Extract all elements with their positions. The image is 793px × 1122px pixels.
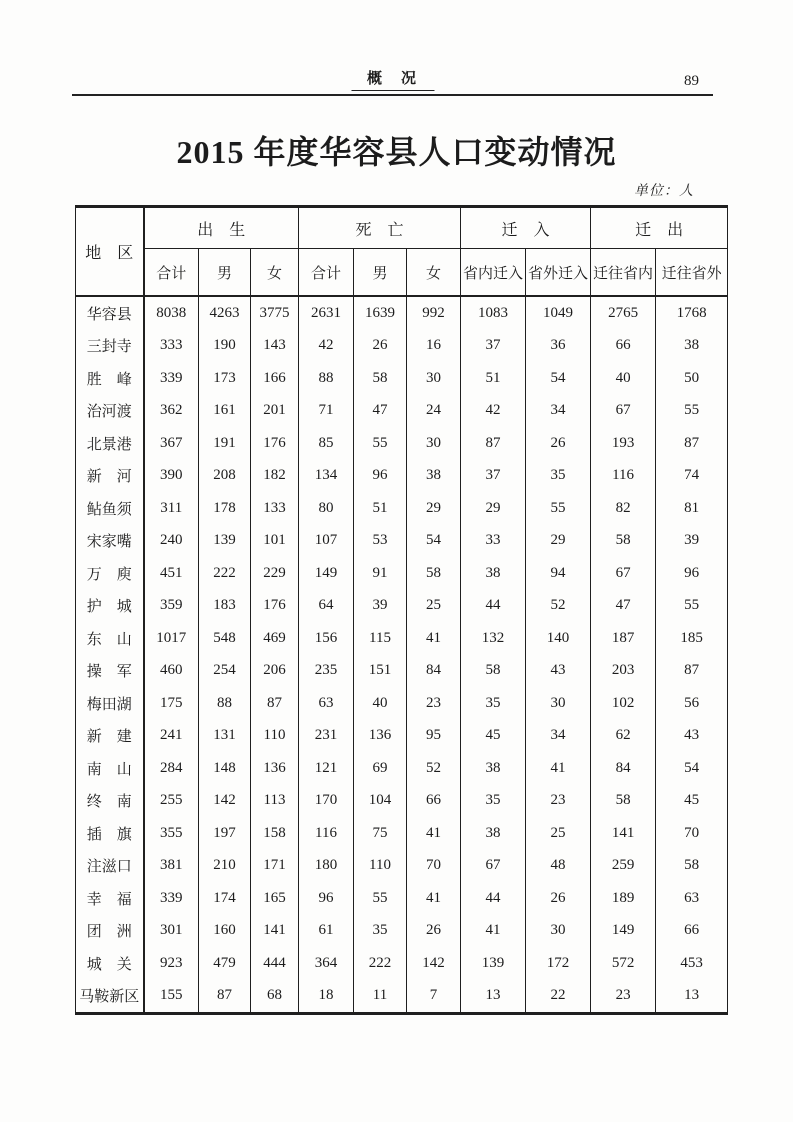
value-cell: 548 bbox=[199, 622, 251, 655]
table-row bbox=[76, 882, 728, 915]
value-cell: 55 bbox=[526, 492, 591, 525]
sub-header-out-external: 迁往省外 bbox=[656, 249, 728, 297]
value-cell: 26 bbox=[526, 427, 591, 460]
value-cell: 139 bbox=[461, 947, 526, 980]
value-cell: 30 bbox=[526, 915, 591, 948]
value-cell: 66 bbox=[407, 785, 461, 818]
value-cell: 451 bbox=[144, 557, 199, 590]
value-cell: 41 bbox=[461, 915, 526, 948]
value-cell: 36 bbox=[526, 330, 591, 363]
value-cell: 101 bbox=[251, 525, 299, 558]
table-row bbox=[76, 362, 728, 395]
value-cell: 165 bbox=[251, 882, 299, 915]
value-cell: 55 bbox=[656, 395, 728, 428]
page-number: 89 bbox=[684, 73, 699, 89]
value-cell: 25 bbox=[526, 817, 591, 850]
value-cell: 362 bbox=[144, 395, 199, 428]
region-cell: 宋家嘴 bbox=[86, 534, 132, 551]
value-cell: 339 bbox=[144, 882, 199, 915]
value-cell: 4263 bbox=[199, 296, 251, 330]
value-cell: 301 bbox=[144, 915, 199, 948]
value-cell: 2631 bbox=[299, 296, 354, 330]
value-cell: 35 bbox=[354, 915, 407, 948]
value-cell: 367 bbox=[144, 427, 199, 460]
value-cell: 85 bbox=[299, 427, 354, 460]
value-cell: 38 bbox=[461, 817, 526, 850]
value-cell: 63 bbox=[299, 687, 354, 720]
value-cell: 1017 bbox=[144, 622, 199, 655]
region-cell: 华容县 bbox=[86, 306, 132, 323]
value-cell: 34 bbox=[526, 395, 591, 428]
value-cell: 104 bbox=[354, 785, 407, 818]
value-cell: 444 bbox=[251, 947, 299, 980]
value-cell: 33 bbox=[461, 525, 526, 558]
value-cell: 1768 bbox=[656, 296, 728, 330]
region-cell: 胜 峰 bbox=[86, 371, 132, 388]
value-cell: 182 bbox=[251, 460, 299, 493]
value-cell: 173 bbox=[199, 362, 251, 395]
value-cell: 13 bbox=[656, 980, 728, 1014]
value-cell: 87 bbox=[251, 687, 299, 720]
value-cell: 37 bbox=[461, 460, 526, 493]
value-cell: 96 bbox=[299, 882, 354, 915]
region-cell: 新 建 bbox=[86, 729, 132, 746]
value-cell: 158 bbox=[251, 817, 299, 850]
value-cell: 96 bbox=[354, 460, 407, 493]
value-cell: 52 bbox=[407, 752, 461, 785]
region-cell: 南 山 bbox=[86, 761, 132, 778]
value-cell: 116 bbox=[299, 817, 354, 850]
value-cell: 43 bbox=[656, 720, 728, 753]
value-cell: 42 bbox=[299, 330, 354, 363]
value-cell: 201 bbox=[251, 395, 299, 428]
table-row bbox=[76, 752, 728, 785]
value-cell: 151 bbox=[354, 655, 407, 688]
value-cell: 39 bbox=[656, 525, 728, 558]
table-row bbox=[76, 590, 728, 623]
page-title: 2015 年度华容县人口变动情况 bbox=[176, 134, 617, 170]
value-cell: 210 bbox=[199, 850, 251, 883]
table-row bbox=[76, 785, 728, 818]
value-cell: 190 bbox=[199, 330, 251, 363]
region-cell: 东 山 bbox=[86, 631, 132, 648]
value-cell: 18 bbox=[299, 980, 354, 1014]
value-cell: 80 bbox=[299, 492, 354, 525]
value-cell: 54 bbox=[656, 752, 728, 785]
value-cell: 197 bbox=[199, 817, 251, 850]
value-cell: 38 bbox=[461, 752, 526, 785]
region-cell: 注滋口 bbox=[86, 859, 132, 876]
value-cell: 44 bbox=[461, 590, 526, 623]
value-cell: 141 bbox=[251, 915, 299, 948]
group-header-inmigration: 迁 入 bbox=[461, 207, 591, 249]
value-cell: 62 bbox=[591, 720, 656, 753]
value-cell: 95 bbox=[407, 720, 461, 753]
table-row bbox=[76, 460, 728, 493]
value-cell: 29 bbox=[407, 492, 461, 525]
region-cell: 护 城 bbox=[86, 599, 132, 616]
value-cell: 136 bbox=[251, 752, 299, 785]
table-row bbox=[76, 817, 728, 850]
sub-header-out-province: 迁往省内 bbox=[591, 249, 656, 297]
table-row bbox=[76, 525, 728, 558]
value-cell: 48 bbox=[526, 850, 591, 883]
value-cell: 53 bbox=[354, 525, 407, 558]
region-cell: 鲇鱼须 bbox=[86, 501, 132, 518]
value-cell: 30 bbox=[407, 427, 461, 460]
table-row bbox=[76, 687, 728, 720]
value-cell: 38 bbox=[407, 460, 461, 493]
value-cell: 23 bbox=[526, 785, 591, 818]
running-head-rule bbox=[72, 94, 713, 97]
value-cell: 160 bbox=[199, 915, 251, 948]
group-header-birth: 出 生 bbox=[144, 207, 299, 249]
value-cell: 82 bbox=[591, 492, 656, 525]
table-row bbox=[76, 296, 728, 330]
value-cell: 51 bbox=[354, 492, 407, 525]
value-cell: 87 bbox=[199, 980, 251, 1014]
table-row bbox=[76, 947, 728, 980]
value-cell: 87 bbox=[461, 427, 526, 460]
value-cell: 66 bbox=[656, 915, 728, 948]
value-cell: 26 bbox=[354, 330, 407, 363]
region-cell: 终 南 bbox=[86, 794, 132, 811]
table-row bbox=[76, 915, 728, 948]
value-cell: 23 bbox=[407, 687, 461, 720]
value-cell: 180 bbox=[299, 850, 354, 883]
sub-header-in-province: 省内迁入 bbox=[461, 249, 526, 297]
table-row bbox=[76, 980, 728, 1014]
value-cell: 116 bbox=[591, 460, 656, 493]
value-cell: 183 bbox=[199, 590, 251, 623]
value-cell: 16 bbox=[407, 330, 461, 363]
value-cell: 39 bbox=[354, 590, 407, 623]
value-cell: 41 bbox=[407, 882, 461, 915]
value-cell: 460 bbox=[144, 655, 199, 688]
value-cell: 107 bbox=[299, 525, 354, 558]
value-cell: 133 bbox=[251, 492, 299, 525]
value-cell: 51 bbox=[461, 362, 526, 395]
value-cell: 54 bbox=[526, 362, 591, 395]
table-row bbox=[76, 395, 728, 428]
value-cell: 13 bbox=[461, 980, 526, 1014]
sub-header-birth-total: 合计 bbox=[144, 249, 199, 297]
value-cell: 41 bbox=[407, 622, 461, 655]
value-cell: 67 bbox=[591, 395, 656, 428]
value-cell: 206 bbox=[251, 655, 299, 688]
region-cell: 新 河 bbox=[86, 469, 132, 486]
running-head-title: 概 况 bbox=[351, 67, 434, 91]
value-cell: 148 bbox=[199, 752, 251, 785]
value-cell: 7 bbox=[407, 980, 461, 1014]
value-cell: 132 bbox=[461, 622, 526, 655]
group-header-outmigration: 迁 出 bbox=[591, 207, 728, 249]
value-cell: 208 bbox=[199, 460, 251, 493]
table-row bbox=[76, 720, 728, 753]
value-cell: 131 bbox=[199, 720, 251, 753]
value-cell: 469 bbox=[251, 622, 299, 655]
value-cell: 364 bbox=[299, 947, 354, 980]
region-cell: 插 旗 bbox=[86, 826, 132, 843]
table-row bbox=[76, 655, 728, 688]
running-head bbox=[72, 68, 713, 96]
value-cell: 176 bbox=[251, 427, 299, 460]
value-cell: 333 bbox=[144, 330, 199, 363]
region-cell: 马鞍新区 bbox=[79, 989, 140, 1006]
value-cell: 359 bbox=[144, 590, 199, 623]
value-cell: 390 bbox=[144, 460, 199, 493]
header-group-row bbox=[76, 207, 728, 249]
value-cell: 94 bbox=[526, 557, 591, 590]
value-cell: 64 bbox=[299, 590, 354, 623]
sub-header-death-total: 合计 bbox=[299, 249, 354, 297]
region-cell: 幸 福 bbox=[86, 891, 132, 908]
value-cell: 3775 bbox=[251, 296, 299, 330]
value-cell: 91 bbox=[354, 557, 407, 590]
sub-header-death-male: 男 bbox=[354, 249, 407, 297]
value-cell: 156 bbox=[299, 622, 354, 655]
value-cell: 141 bbox=[591, 817, 656, 850]
value-cell: 992 bbox=[407, 296, 461, 330]
value-cell: 45 bbox=[656, 785, 728, 818]
value-cell: 115 bbox=[354, 622, 407, 655]
value-cell: 84 bbox=[407, 655, 461, 688]
value-cell: 30 bbox=[407, 362, 461, 395]
value-cell: 34 bbox=[526, 720, 591, 753]
value-cell: 56 bbox=[656, 687, 728, 720]
value-cell: 155 bbox=[144, 980, 199, 1014]
value-cell: 259 bbox=[591, 850, 656, 883]
header-sub-row bbox=[76, 249, 728, 297]
value-cell: 191 bbox=[199, 427, 251, 460]
value-cell: 58 bbox=[461, 655, 526, 688]
value-cell: 140 bbox=[526, 622, 591, 655]
region-cell: 团 洲 bbox=[86, 924, 132, 941]
table-row bbox=[76, 492, 728, 525]
value-cell: 58 bbox=[354, 362, 407, 395]
value-cell: 1083 bbox=[461, 296, 526, 330]
value-cell: 35 bbox=[461, 687, 526, 720]
value-cell: 71 bbox=[299, 395, 354, 428]
value-cell: 136 bbox=[354, 720, 407, 753]
value-cell: 87 bbox=[656, 655, 728, 688]
value-cell: 149 bbox=[299, 557, 354, 590]
value-cell: 235 bbox=[299, 655, 354, 688]
value-cell: 63 bbox=[656, 882, 728, 915]
value-cell: 38 bbox=[461, 557, 526, 590]
value-cell: 40 bbox=[354, 687, 407, 720]
value-cell: 110 bbox=[251, 720, 299, 753]
value-cell: 44 bbox=[461, 882, 526, 915]
value-cell: 339 bbox=[144, 362, 199, 395]
value-cell: 55 bbox=[656, 590, 728, 623]
value-cell: 69 bbox=[354, 752, 407, 785]
region-cell: 万 庾 bbox=[86, 566, 132, 583]
table-row bbox=[76, 557, 728, 590]
value-cell: 67 bbox=[461, 850, 526, 883]
value-cell: 254 bbox=[199, 655, 251, 688]
value-cell: 42 bbox=[461, 395, 526, 428]
value-cell: 134 bbox=[299, 460, 354, 493]
value-cell: 67 bbox=[591, 557, 656, 590]
table-row bbox=[76, 330, 728, 363]
value-cell: 43 bbox=[526, 655, 591, 688]
value-cell: 58 bbox=[591, 525, 656, 558]
value-cell: 47 bbox=[591, 590, 656, 623]
value-cell: 58 bbox=[591, 785, 656, 818]
value-cell: 229 bbox=[251, 557, 299, 590]
sub-header-birth-female: 女 bbox=[251, 249, 299, 297]
sub-header-death-female: 女 bbox=[407, 249, 461, 297]
value-cell: 68 bbox=[251, 980, 299, 1014]
value-cell: 166 bbox=[251, 362, 299, 395]
value-cell: 35 bbox=[526, 460, 591, 493]
value-cell: 174 bbox=[199, 882, 251, 915]
value-cell: 139 bbox=[199, 525, 251, 558]
value-cell: 142 bbox=[199, 785, 251, 818]
value-cell: 41 bbox=[407, 817, 461, 850]
value-cell: 222 bbox=[199, 557, 251, 590]
value-cell: 58 bbox=[656, 850, 728, 883]
value-cell: 29 bbox=[461, 492, 526, 525]
region-cell: 治河渡 bbox=[86, 404, 132, 421]
value-cell: 110 bbox=[354, 850, 407, 883]
value-cell: 61 bbox=[299, 915, 354, 948]
value-cell: 284 bbox=[144, 752, 199, 785]
table-header bbox=[76, 207, 728, 297]
population-table bbox=[75, 205, 728, 1015]
value-cell: 231 bbox=[299, 720, 354, 753]
value-cell: 47 bbox=[354, 395, 407, 428]
value-cell: 24 bbox=[407, 395, 461, 428]
table-row bbox=[76, 850, 728, 883]
region-cell: 三封寺 bbox=[86, 339, 132, 356]
value-cell: 25 bbox=[407, 590, 461, 623]
value-cell: 45 bbox=[461, 720, 526, 753]
value-cell: 1049 bbox=[526, 296, 591, 330]
value-cell: 193 bbox=[591, 427, 656, 460]
value-cell: 453 bbox=[656, 947, 728, 980]
value-cell: 311 bbox=[144, 492, 199, 525]
value-cell: 66 bbox=[591, 330, 656, 363]
table-body bbox=[76, 296, 728, 1014]
value-cell: 102 bbox=[591, 687, 656, 720]
region-cell: 城 关 bbox=[86, 956, 132, 973]
value-cell: 187 bbox=[591, 622, 656, 655]
value-cell: 241 bbox=[144, 720, 199, 753]
table-row bbox=[76, 622, 728, 655]
value-cell: 70 bbox=[656, 817, 728, 850]
value-cell: 52 bbox=[526, 590, 591, 623]
value-cell: 222 bbox=[354, 947, 407, 980]
value-cell: 176 bbox=[251, 590, 299, 623]
value-cell: 75 bbox=[354, 817, 407, 850]
value-cell: 172 bbox=[526, 947, 591, 980]
value-cell: 175 bbox=[144, 687, 199, 720]
value-cell: 41 bbox=[526, 752, 591, 785]
sub-header-in-external: 省外迁入 bbox=[526, 249, 591, 297]
value-cell: 84 bbox=[591, 752, 656, 785]
value-cell: 29 bbox=[526, 525, 591, 558]
value-cell: 22 bbox=[526, 980, 591, 1014]
value-cell: 96 bbox=[656, 557, 728, 590]
value-cell: 40 bbox=[591, 362, 656, 395]
value-cell: 149 bbox=[591, 915, 656, 948]
value-cell: 923 bbox=[144, 947, 199, 980]
value-cell: 55 bbox=[354, 882, 407, 915]
value-cell: 161 bbox=[199, 395, 251, 428]
value-cell: 178 bbox=[199, 492, 251, 525]
region-cell: 北景港 bbox=[86, 436, 132, 453]
value-cell: 143 bbox=[251, 330, 299, 363]
value-cell: 170 bbox=[299, 785, 354, 818]
sub-header-birth-male: 男 bbox=[199, 249, 251, 297]
value-cell: 113 bbox=[251, 785, 299, 818]
value-cell: 171 bbox=[251, 850, 299, 883]
table-row bbox=[76, 427, 728, 460]
value-cell: 38 bbox=[656, 330, 728, 363]
value-cell: 203 bbox=[591, 655, 656, 688]
value-cell: 11 bbox=[354, 980, 407, 1014]
group-header-death: 死 亡 bbox=[299, 207, 461, 249]
value-cell: 55 bbox=[354, 427, 407, 460]
value-cell: 2765 bbox=[591, 296, 656, 330]
value-cell: 189 bbox=[591, 882, 656, 915]
value-cell: 240 bbox=[144, 525, 199, 558]
value-cell: 87 bbox=[656, 427, 728, 460]
value-cell: 74 bbox=[656, 460, 728, 493]
region-header-cell: 地 区 bbox=[85, 245, 134, 262]
value-cell: 8038 bbox=[144, 296, 199, 330]
value-cell: 35 bbox=[461, 785, 526, 818]
value-cell: 479 bbox=[199, 947, 251, 980]
value-cell: 355 bbox=[144, 817, 199, 850]
value-cell: 70 bbox=[407, 850, 461, 883]
unit-note: 单位：人 bbox=[634, 184, 694, 199]
value-cell: 381 bbox=[144, 850, 199, 883]
region-cell: 操 军 bbox=[86, 664, 132, 681]
value-cell: 81 bbox=[656, 492, 728, 525]
value-cell: 185 bbox=[656, 622, 728, 655]
region-cell: 梅田湖 bbox=[86, 696, 132, 713]
value-cell: 23 bbox=[591, 980, 656, 1014]
value-cell: 37 bbox=[461, 330, 526, 363]
value-cell: 54 bbox=[407, 525, 461, 558]
value-cell: 26 bbox=[526, 882, 591, 915]
value-cell: 26 bbox=[407, 915, 461, 948]
value-cell: 142 bbox=[407, 947, 461, 980]
value-cell: 30 bbox=[526, 687, 591, 720]
value-cell: 88 bbox=[199, 687, 251, 720]
value-cell: 121 bbox=[299, 752, 354, 785]
value-cell: 58 bbox=[407, 557, 461, 590]
value-cell: 572 bbox=[591, 947, 656, 980]
value-cell: 255 bbox=[144, 785, 199, 818]
value-cell: 50 bbox=[656, 362, 728, 395]
value-cell: 88 bbox=[299, 362, 354, 395]
value-cell: 1639 bbox=[354, 296, 407, 330]
